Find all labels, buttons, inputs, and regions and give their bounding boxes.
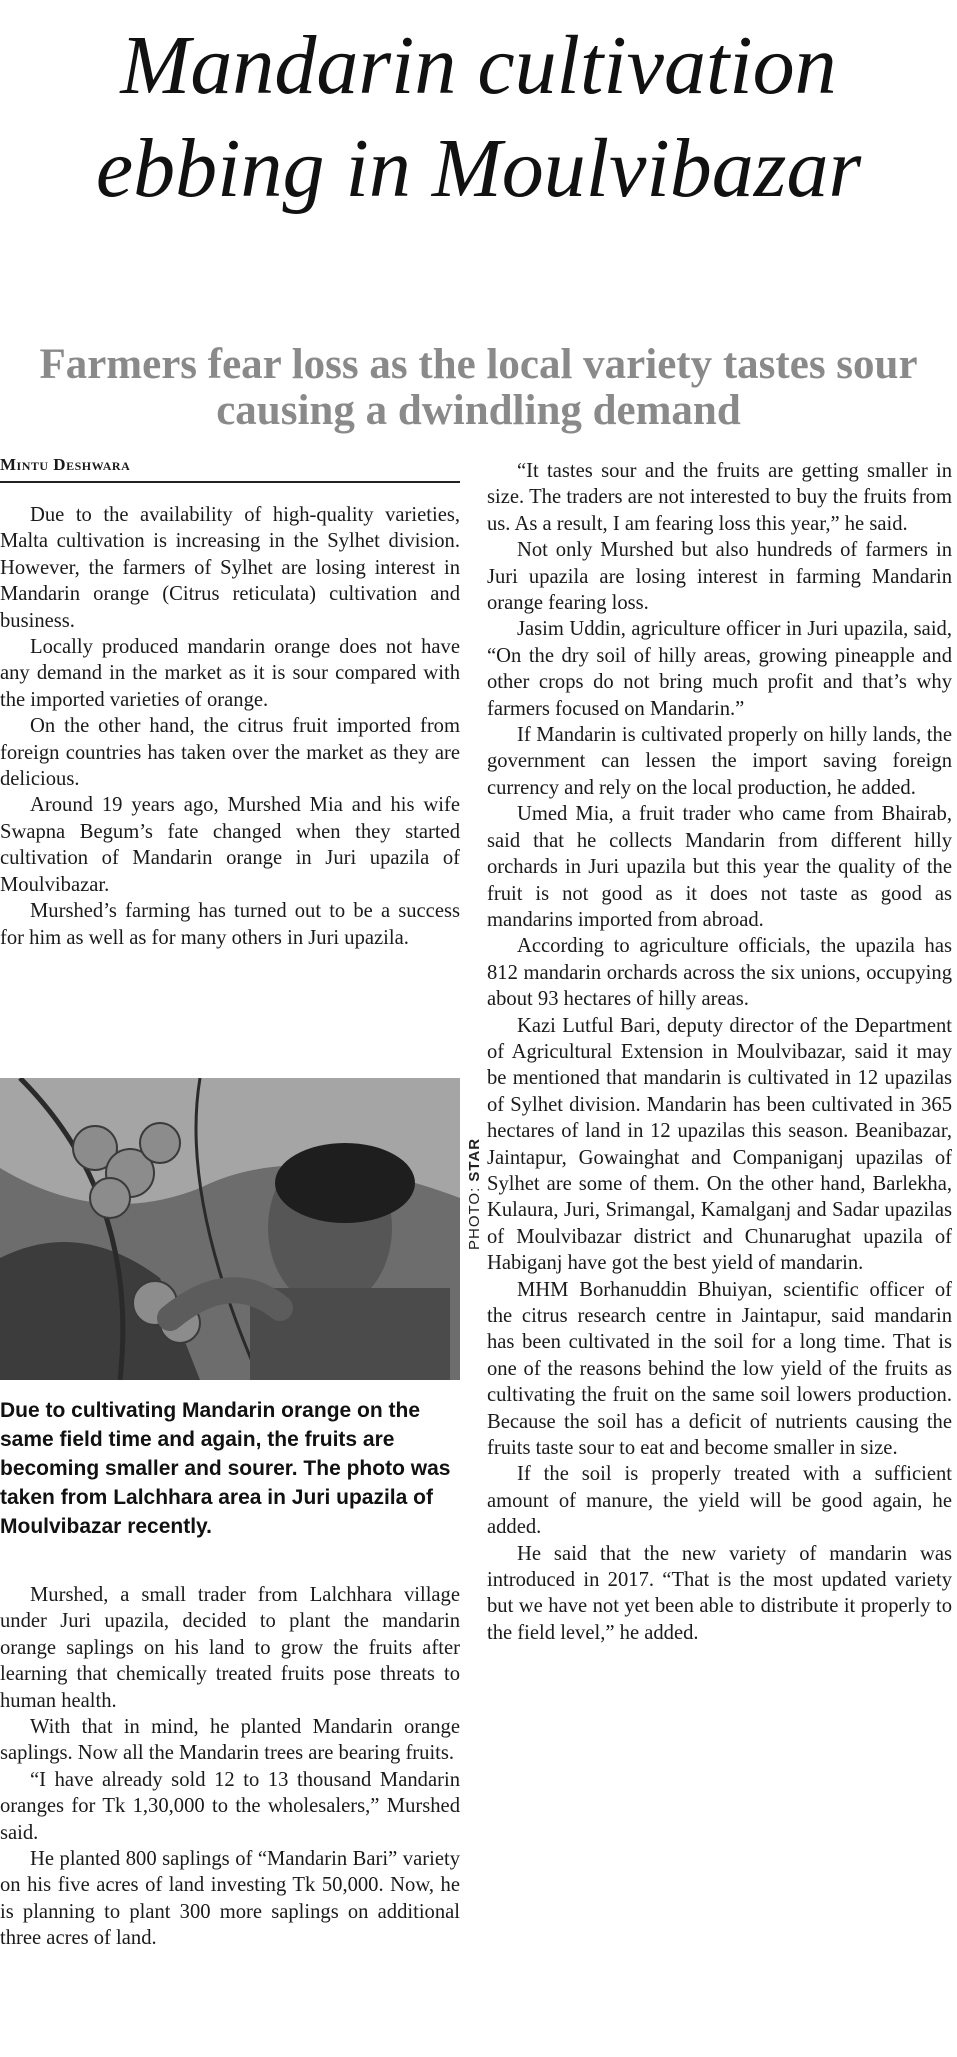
body-column-left-top <box>0 502 460 951</box>
photo-illustration <box>0 1078 460 1380</box>
byline: Mintu Deshwara <box>0 455 460 483</box>
paragraph: Around 19 years ago, Murshed Mia and his wife Swapna Begum’s fate changed when they started cultivation of Mandarin orange in Juri upazila of Moulvibazar. <box>0 794 460 896</box>
paragraph: Due to the availability of high-quality varieties, Malta cultivation is increasing in the Sylhet division. However, the farmers of Sylhet are losing interest in Mandarin orange (Citrus reticulata) cultivation and business. <box>0 504 460 632</box>
paragraph: If Mandarin is cultivated properly on hilly lands, the government can lessen the import saving foreign currency and rely on the local production, he added. <box>487 724 952 799</box>
paragraph: Murshed, a small trader from Lalchhara village under Juri upazila, decided to plant the mandarin orange saplings on his land to grow the fruits after learning that chemically treated fruits pose threats to human health. <box>0 1584 460 1712</box>
photo-credit <box>466 1138 483 1250</box>
article-photo <box>0 1078 460 1380</box>
paragraph: On the other hand, the citrus fruit imported from foreign countries has taken over the market as they are delicious. <box>0 715 460 791</box>
body-column-left-bottom <box>0 1582 460 1952</box>
photo-credit-label: PHOTO: <box>466 1181 483 1250</box>
paragraph: He planted 800 saplings of “Mandarin Bari” variety on his five acres of land investing Tk 50,000. Now, he is planning to plant 300 more saplings on additional three acres of land. <box>0 1848 460 1950</box>
photo-caption: Due to cultivating Mandarin orange on the same field time and again, the fruits are becoming smaller and sourer. The photo was taken from Lalchhara area in Juri upazila of Moulvibazar recently. <box>0 1399 451 1538</box>
headline: Mandarin cultivation ebbing in Moulvibazar <box>95 19 862 215</box>
paragraph: If the soil is properly treated with a sufficient amount of manure, the yield will be good again, he added. <box>487 1463 952 1539</box>
paragraph: “I have already sold 12 to 13 thousand Mandarin oranges for Tk 1,30,000 to the wholesalers,” Murshed said. <box>0 1768 460 1844</box>
photo-credit-source: STAR <box>466 1137 483 1182</box>
subheadline: Farmers fear loss as the local variety tastes sour causing a dwindling demand <box>39 341 918 434</box>
paragraph: With that in mind, he planted Mandarin orange saplings. Now all the Mandarin trees are bearing fruits. <box>0 1716 460 1765</box>
paragraph: According to agriculture officials, the upazila has 812 mandarin orchards across the six unions, occupying about 93 hectares of hilly areas. <box>487 935 952 1011</box>
paragraph: Murshed’s farming has turned out to be a success for him as well as for many others in Juri upazila. <box>0 900 460 949</box>
paragraph: “It tastes sour and the fruits are getting smaller in size. The traders are not interested to buy the fruits from us. As a result, I am fearing loss this year,” he said. <box>487 460 952 535</box>
paragraph: Jasim Uddin, agriculture officer in Juri upazila, said, “On the dry soil of hilly areas, growing pineapple and other crops do not bring much profit and that’s why farmers focused on Mandarin.” <box>487 618 952 720</box>
paragraph: Locally produced mandarin orange does not have any demand in the market as it is sour compared with the imported varieties of orange. <box>0 636 460 711</box>
paragraph: MHM Borhanuddin Bhuiyan, scientific officer of the citrus research centre in Jaintapur, said mandarin has been cultivated in the soil for a long time. That is one of the reasons behind the low yield of the fruits as cultivating the fruit on the same soil lowers production. Because the soil has a deficit of nutrients causing the fruits taste sour to eat and become smaller in size. <box>487 1278 952 1460</box>
paragraph: Not only Murshed but also hundreds of farmers in Juri upazila are losing interest in farming Mandarin orange fearing loss. <box>487 539 952 615</box>
paragraph: He said that the new variety of mandarin was introduced in 2017. “That is the most updated variety but we have not yet been able to distribute it properly to the field level,” he added. <box>487 1542 952 1644</box>
paragraph: Umed Mia, a fruit trader who came from Bhairab, said that he collects Mandarin from different hilly orchards in Juri upazila but this year the quality of the fruit is not good as it does not taste as good as mandarins imported from abroad. <box>487 803 952 931</box>
body-column-right <box>487 458 952 1646</box>
paragraph: Kazi Lutful Bari, deputy director of the Department of Agricultural Extension in Moulvibazar, said it may be mentioned that mandarin is cultivated in 12 upazilas of Sylhet division. Mandarin has been cultivated in 365 hectares of land in 12 upazilas this season. Beanibazar, Jaintapur, Gowainghat and Companiganj upazilas of Sylhet are some of them. On the other hand, Barlekha, Kulaura, Juri, Srimangal, Kamalganj and Sadar upazilas of Moulvibazar district and Chunarughat upazila of Habiganj have got the best yield of mandarin. <box>487 1014 952 1275</box>
